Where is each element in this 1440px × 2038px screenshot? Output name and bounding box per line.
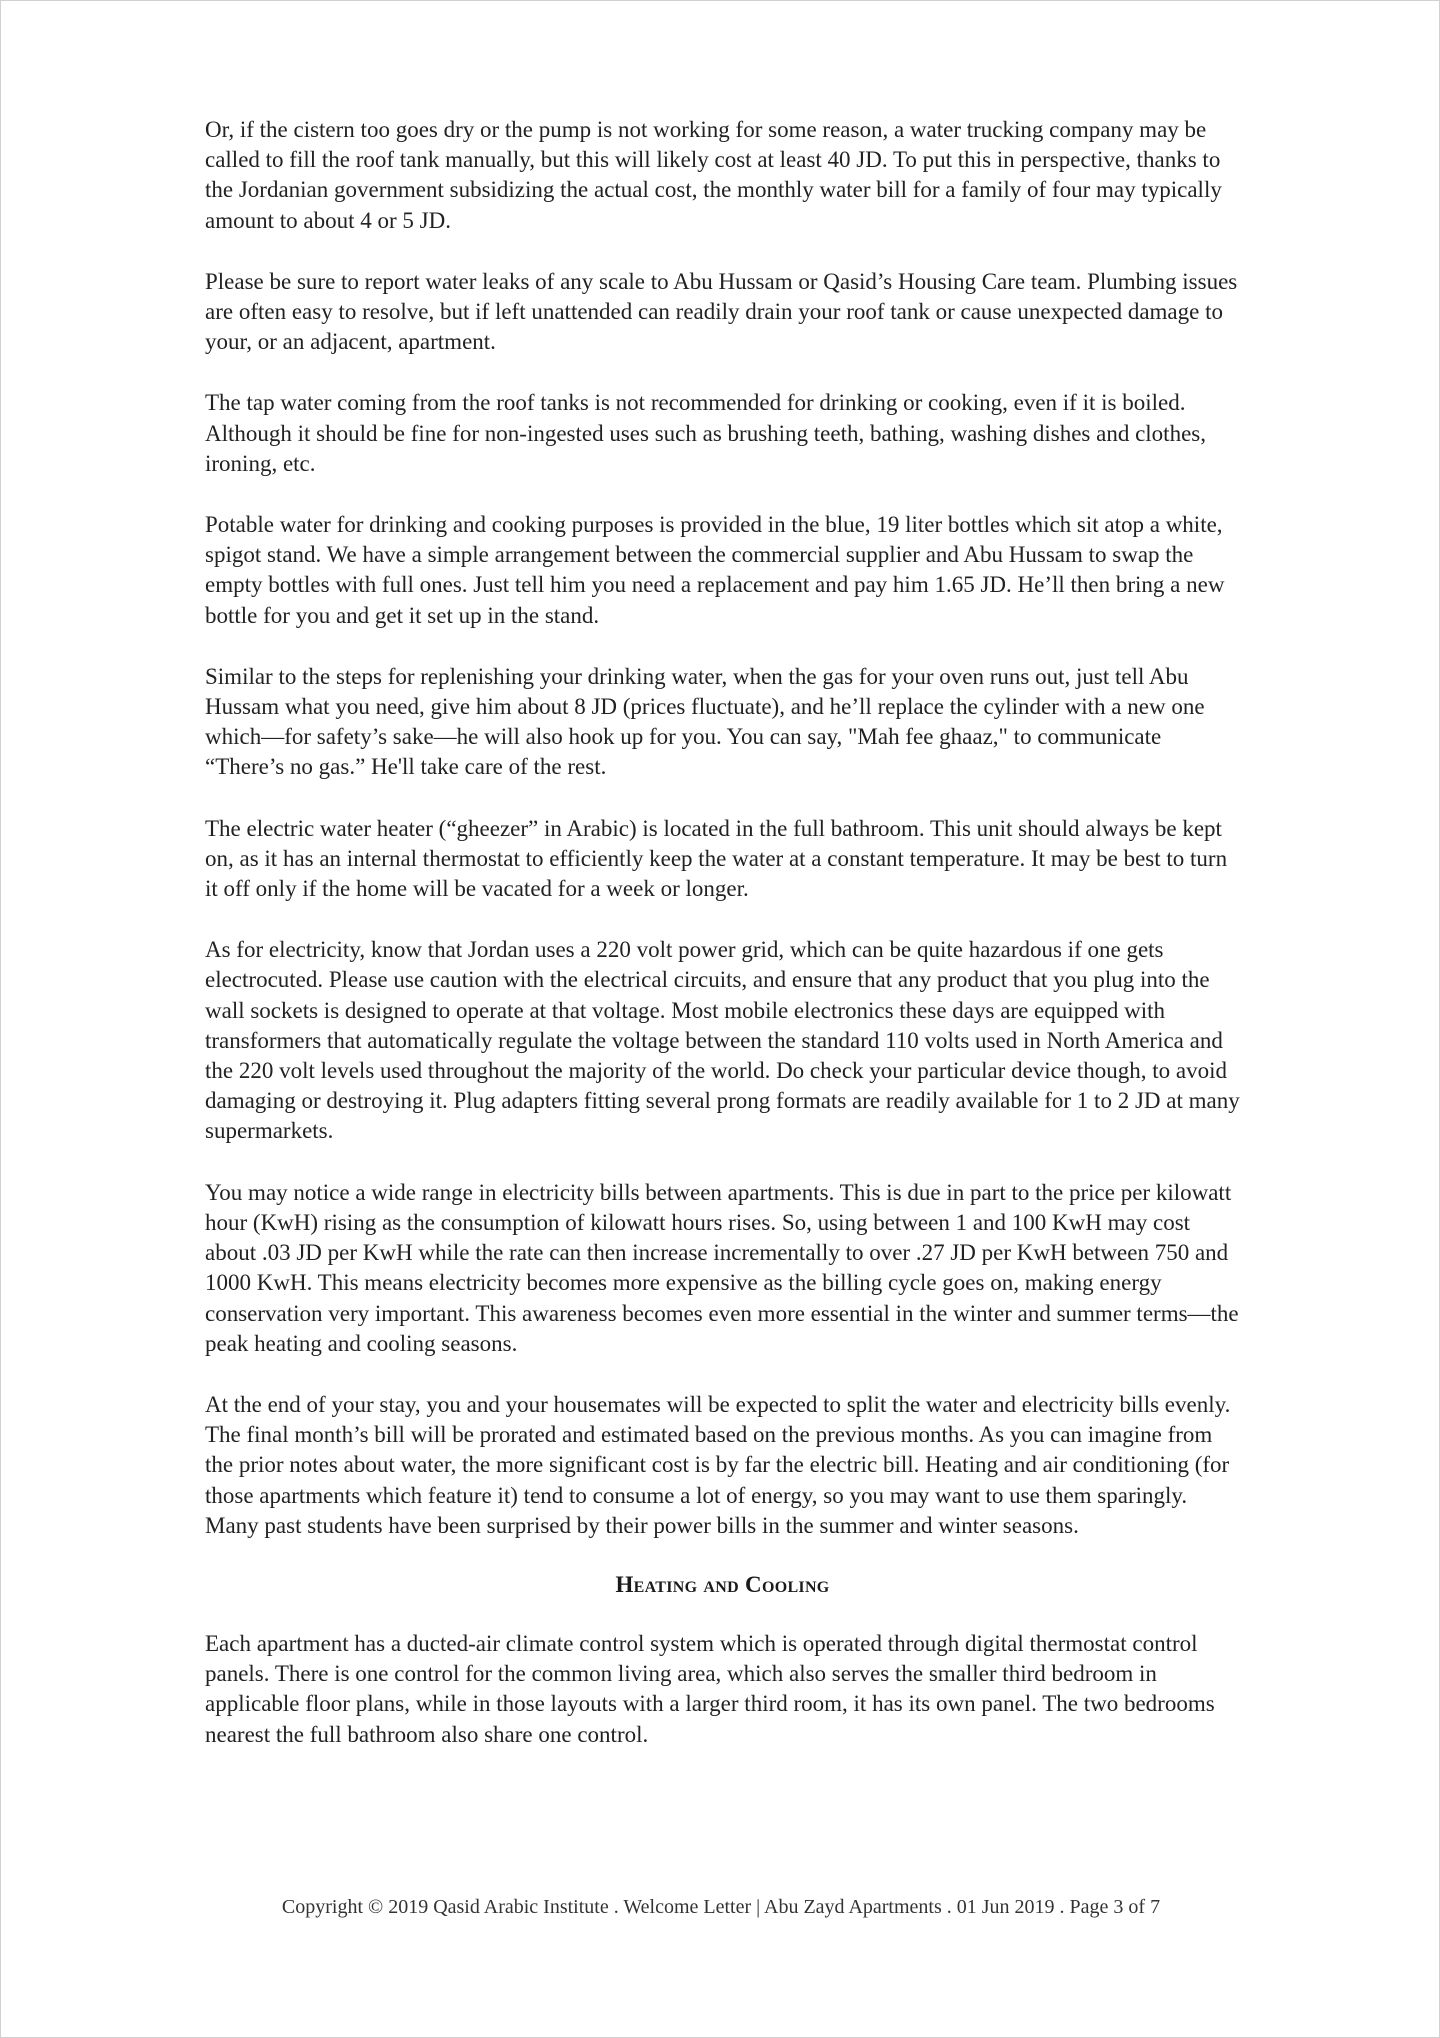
paragraph-tap-water: The tap water coming from the roof tanks is not recommended for drinking or cooking, even if it is boiled. Although it should be fine for non-ingested uses such as brushing teeth, bathing, washing dishes and clothes, ironing, etc. [205, 390, 1206, 476]
paragraph-electricity-bills: You may notice a wide range in electricity bills between apartments. This is due in part to the price per kilowatt hour (KwH) rising as the consumption of kilowatt hours rises. So, using between 1 and 100 KwH may cost about .03 JD per KwH while the rate can then increase incrementally to over .27 JD per KwH between 750 and 1000 KwH. This means electricity becomes more expensive as the billing cycle goes on, making energy conservation very important. This awareness becomes even more essential in the winter and summer terms—the peak heating and cooling seasons. [205, 1179, 1239, 1356]
section-heading-heating-cooling: Heating and Cooling [615, 1571, 830, 1597]
paragraph-water-heater: The electric water heater (“gheezer” in Arabic) is located in the full bathroom. This unit should always be kept on, as it has an internal thermostat to efficiently keep the water at a constant temperature. It may be best to turn it off only if the home will be vacated for a week or longer. [205, 815, 1228, 902]
paragraph-potable-water: Potable water for drinking and cooking purposes is provided in the blue, 19 liter bottles which sit atop a white, spigot stand. We have a simple arrangement between the commercial supplier and Abu Hussam to swap the empty bottles with full ones. Just tell him you need a replacement and pay him 1.65 JD. He’ll then bring a new bottle for you and get it set up in the stand. [205, 512, 1225, 628]
paragraph-gas-cylinder: Similar to the steps for replenishing your drinking water, when the gas for your oven runs out, just tell Abu Hussam what you need, give him about 8 JD (prices fluctuate), and he’ll replace the cylinder with a new one which—for safety’s sake—he will also hook up for you. You can say, "Mah fee ghaaz," to communicate “There’s no gas.” He'll take care of the rest. [205, 663, 1205, 780]
paragraph-bill-splitting: At the end of your stay, you and your housemates will be expected to split the water and electricity bills evenly. The final month’s bill will be prorated and estimated based on the previous months. As you can imagine from the prior notes about water, the more significant cost is by far the electric bill. Heating and air conditioning (for those apartments which feature it) tend to consume a lot of energy, so you may want to use them sparingly. Many past students have been surprised by their power bills in the summer and winter seasons. [205, 1391, 1231, 1538]
paragraph-water-trucking: Or, if the cistern too goes dry or the pump is not working for some reason, a water trucking company may be called to fill the roof tank manually, but this will likely cost at least 40 JD. To put this in perspective, thanks to the Jordanian government subsidizing the actual cost, the monthly water bill for a family of four may typically amount to about 4 or 5 JD. [205, 117, 1222, 233]
page-footer: Copyright © 2019 Qasid Arabic Institute . Welcome Letter | Abu Zayd Apartments . 01 Jun 2019 . Page 3 of 7 [281, 1896, 1161, 1918]
paragraph-climate-control: Each apartment has a ducted-air climate control system which is operated through digital thermostat control panels. There is one control for the common living area, which also serves the smaller third bedroom in applicable floor plans, while in those layouts with a larger third room, it has its own panel. The two bedrooms nearest the full bathroom also share one control. [205, 1630, 1215, 1747]
paragraph-electricity-voltage: As for electricity, know that Jordan uses a 220 volt power grid, which can be quite hazardous if one gets electrocuted. Please use caution with the electrical circuits, and ensure that any product that you plug into the wall sockets is designed to operate at that voltage. Most mobile electronics these days are equipped with transformers that automatically regulate the voltage between the standard 110 volts used in North America and the 220 volt levels used throughout the majority of the world. Do check your particular device though, to avoid damaging or destroying it. Plug adapters fitting several prong formats are readily available for 1 to 2 JD at many supermarkets. [205, 937, 1240, 1144]
paragraph-water-leaks: Please be sure to report water leaks of any scale to Abu Hussam or Qasid’s Housing Care team. Plumbing issues are often easy to resolve, but if left unattended can readily drain your roof tank or cause unexpected damage to your, or an adjacent, apartment. [205, 268, 1238, 355]
page-body [205, 115, 1240, 1781]
